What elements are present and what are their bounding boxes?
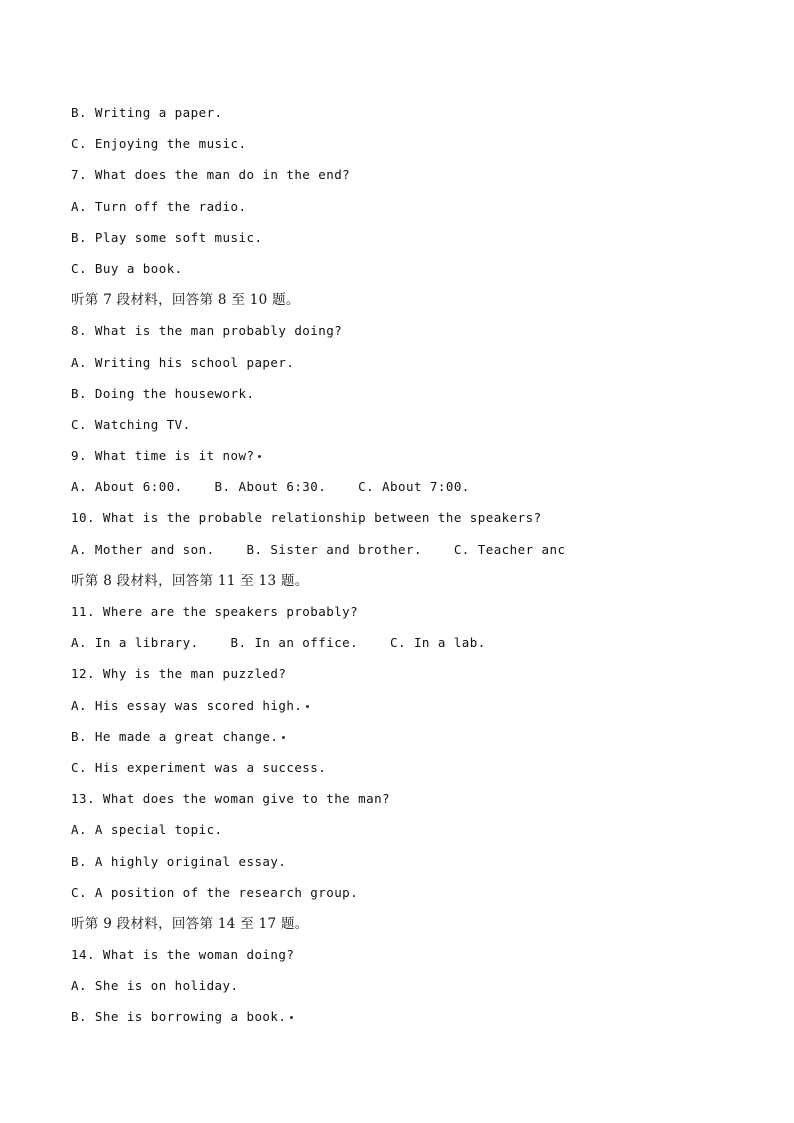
option-line	[71, 134, 771, 165]
line-text: C. His experiment was a success.	[71, 759, 327, 775]
line-text: 10. What is the probable relationship between the speakers?	[71, 510, 542, 526]
line-text: A. She is on holiday.	[71, 978, 239, 994]
option-line	[71, 259, 771, 290]
option-line	[71, 228, 771, 259]
option-line	[71, 883, 771, 914]
line-text: 14. What is the woman doing?	[71, 947, 295, 963]
line-text: A. Mother and son. B. Sister and brother. C. Teacher anc	[71, 541, 566, 557]
line-text: 听第 9 段材料，回答第 14 至 17 题。	[71, 915, 309, 932]
line-text: 12. Why is the man puzzled?	[71, 666, 287, 682]
line-text: A. A special topic.	[71, 822, 223, 838]
question-line	[71, 321, 771, 352]
question-line	[71, 508, 771, 539]
line-text: 9. What time is it now?	[71, 448, 255, 464]
line-text: A. Turn off the radio.	[71, 198, 247, 214]
section-heading	[71, 914, 771, 945]
option-line	[71, 103, 771, 134]
dot-mark-icon	[306, 705, 309, 708]
line-text: C. Enjoying the music.	[71, 136, 247, 152]
question-line	[71, 446, 771, 477]
line-text: 11. Where are the speakers probably?	[71, 604, 359, 619]
line-text: 8. What is the man probably doing?	[71, 323, 343, 339]
line-text: B. Play some soft music.	[71, 229, 263, 245]
option-line	[71, 415, 771, 446]
line-text: B. A highly original essay.	[71, 853, 287, 869]
option-line	[71, 633, 771, 664]
line-text: B. She is borrowing a book.	[71, 1009, 287, 1025]
line-text: 听第 8 段材料，回答第 11 至 13 题。	[71, 572, 309, 589]
dot-mark-icon	[282, 736, 285, 739]
option-line	[71, 727, 771, 758]
line-text: 13. What does the woman give to the man?	[71, 791, 391, 807]
question-line	[71, 165, 771, 196]
line-text: C. Buy a book.	[71, 260, 183, 276]
line-text: A. In a library. B. In an office. C. In a lab.	[71, 635, 486, 651]
line-text: 7. What does the man do in the end?	[71, 167, 351, 183]
dot-mark-icon	[258, 455, 261, 458]
option-line	[71, 820, 771, 851]
question-line	[71, 945, 771, 976]
line-text: C. A position of the research group.	[71, 884, 359, 900]
line-text: A. About 6:00. B. About 6:30. C. About 7:00.	[71, 479, 470, 495]
option-line	[71, 353, 771, 384]
exam-lines	[71, 103, 771, 1039]
option-line	[71, 758, 771, 789]
line-text: B. Writing a paper.	[71, 105, 223, 120]
line-text: A. Writing his school paper.	[71, 354, 295, 370]
line-text: B. Doing the housework.	[71, 385, 255, 401]
question-line	[71, 602, 771, 633]
option-line	[71, 477, 771, 508]
option-line	[71, 384, 771, 415]
option-line	[71, 540, 771, 571]
question-line	[71, 789, 771, 820]
option-line	[71, 696, 771, 727]
line-text: 听第 7 段材料，回答第 8 至 10 题。	[71, 292, 300, 309]
section-heading	[71, 290, 771, 321]
question-line	[71, 664, 771, 695]
line-text: A. His essay was scored high.	[71, 697, 303, 713]
option-line	[71, 976, 771, 1007]
option-line	[71, 197, 771, 228]
dot-mark-icon	[290, 1016, 293, 1019]
option-line	[71, 852, 771, 883]
section-heading	[71, 571, 771, 602]
line-text: B. He made a great change.	[71, 728, 279, 744]
option-line	[71, 1007, 771, 1038]
line-text: C. Watching TV.	[71, 416, 191, 432]
